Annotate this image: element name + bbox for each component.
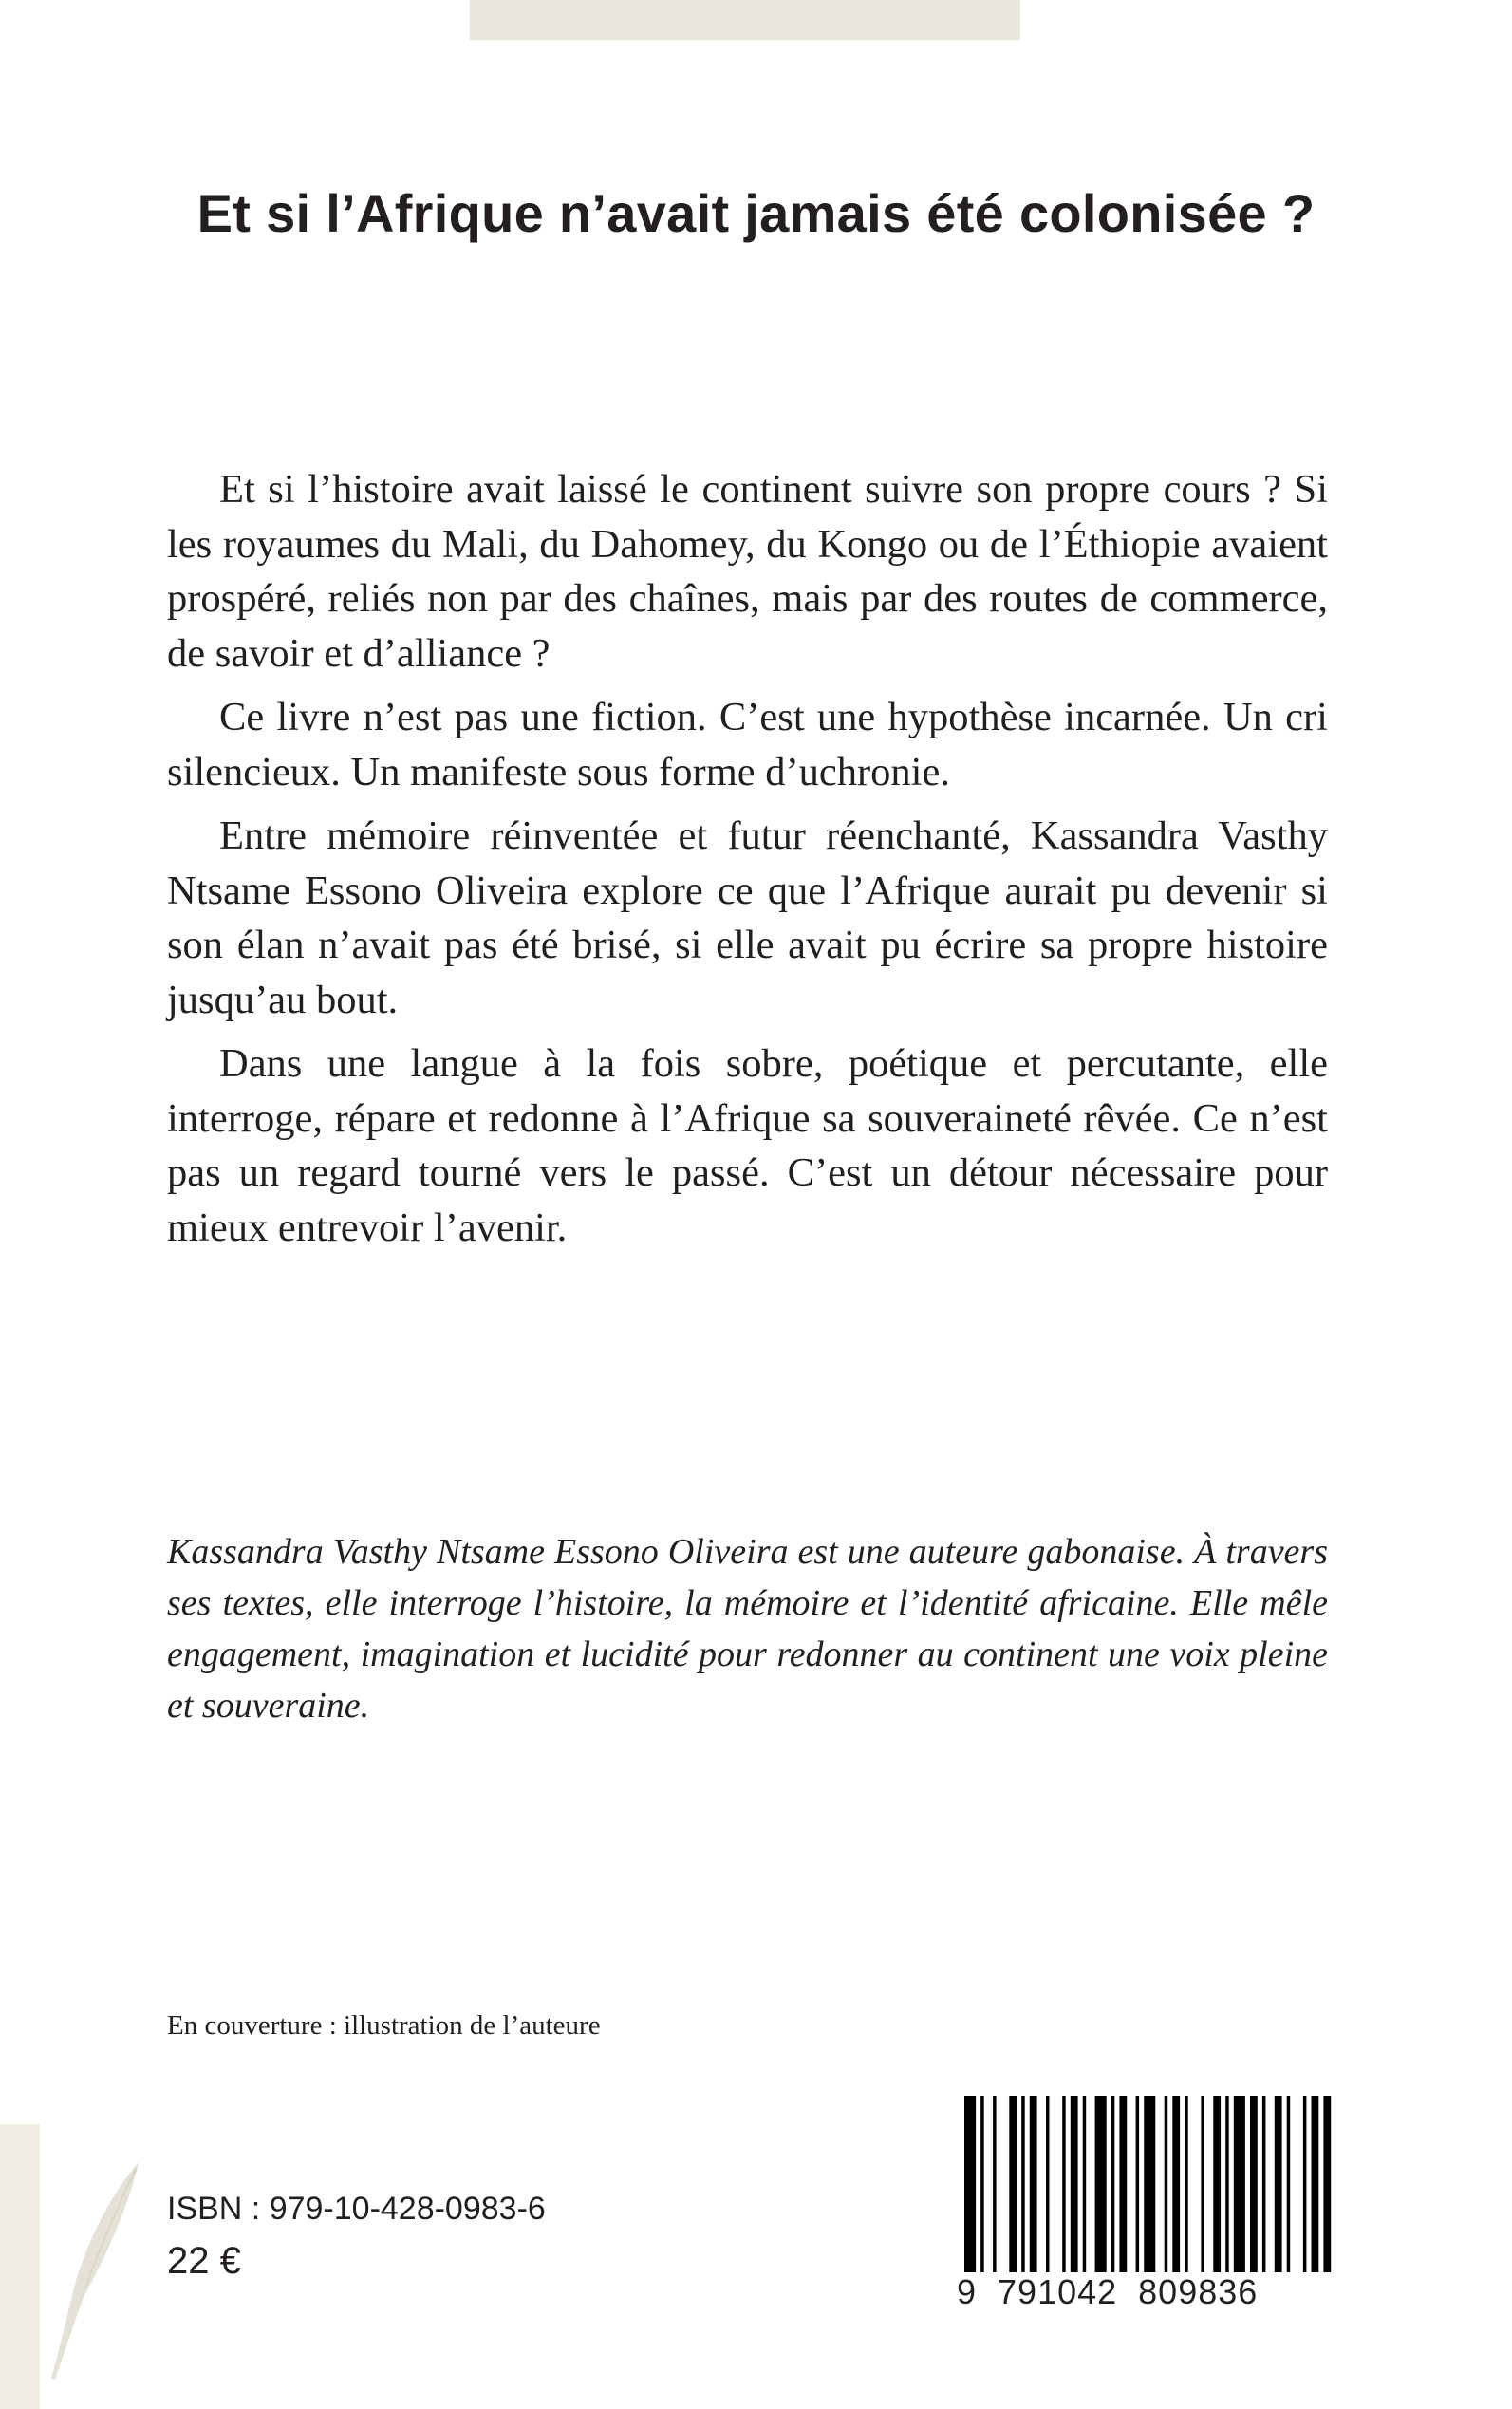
barcode-bar — [1201, 2096, 1204, 2286]
barcode-bar — [1071, 2096, 1078, 2286]
barcode-bar — [1119, 2096, 1127, 2286]
book-title: Et si l’Afrique n’avait jamais été colonisée ? — [196, 183, 1316, 243]
barcode-bar — [1062, 2096, 1066, 2286]
side-color-band — [0, 2124, 40, 2409]
barcode-bar — [1009, 2096, 1017, 2286]
barcode-bar — [1303, 2096, 1307, 2286]
barcode-bar — [1021, 2096, 1025, 2286]
isbn: ISBN : 979-10-428-0983-6 — [167, 2191, 546, 2227]
barcode-bar — [1287, 2096, 1291, 2286]
blurb-paragraph: Et si l’histoire avait laissé le continent suivre son propre cours ? Si les royaumes du Mali, du Dahomey, du Kongo ou de l’Éthiopie avaient prospéré, reliés non par des chaînes, mais par des routes de commerce, de savoir et d’alliance ? — [167, 467, 1328, 676]
price: 22 € — [167, 2240, 241, 2282]
barcode-bar — [1083, 2096, 1087, 2286]
barcode-bar — [993, 2096, 997, 2286]
barcode-bar — [1030, 2096, 1037, 2286]
book-blurb — [167, 462, 1328, 1264]
cover-credit: En couverture : illustration de l’auteure — [167, 2010, 601, 2041]
barcode-bar — [1046, 2096, 1050, 2286]
blurb-paragraph: Dans une langue à la fois sobre, poétique et percutante, elle interroge, répare et redonne à l’Afrique sa souveraineté rêvée. Ce n’est pas un regard tourné vers le passé. C’est un détour nécessaire pour mieux entrevoir l’avenir. — [167, 1041, 1328, 1250]
barcode-bar — [1172, 2096, 1180, 2286]
feather-icon — [46, 2155, 150, 2382]
barcode-bar — [964, 2096, 976, 2286]
blurb-paragraph: Entre mémoire réinventée et futur réenchanté, Kassandra Vasthy Ntsame Essono Oliveira explore ce que l’Afrique aurait pu devenir si son élan n’avait pas été brisé, si elle avait pu écrire sa propre histoire jusqu’au bout. — [167, 813, 1328, 1022]
barcode-bar — [1213, 2096, 1221, 2286]
barcode-bar — [1275, 2096, 1282, 2286]
barcode-digits: 9 791042 809836 — [957, 2272, 1335, 2312]
barcode-bar — [1250, 2096, 1258, 2286]
blurb-paragraph: Ce livre n’est pas une fiction. C’est une hypothèse incarnée. Un cri silencieux. Un manifeste sous forme d’uchronie. — [167, 695, 1328, 794]
barcode-bar — [1165, 2096, 1168, 2286]
barcode-bar — [1312, 2096, 1319, 2286]
author-bio: Kassandra Vasthy Ntsame Essono Oliveira est une auteure gabonaise. À travers ses textes, elle interroge l’histoire, la mémoire et l’identité africaine. Elle mêle engagement, imagination et lucidité pour redonner au continent une voix pleine et souveraine. — [167, 1532, 1328, 1726]
barcode-bars — [957, 2096, 1335, 2286]
top-color-band — [470, 0, 1020, 40]
barcode-bar — [1225, 2096, 1229, 2286]
barcode-bar — [1323, 2096, 1331, 2286]
barcode-bar — [1185, 2096, 1188, 2286]
barcode-bar — [1095, 2096, 1107, 2286]
barcode-bar — [980, 2096, 984, 2286]
barcode-bar — [1136, 2096, 1140, 2286]
barcode — [957, 2096, 1335, 2327]
barcode-bar — [1144, 2096, 1155, 2286]
barcode-bar — [1111, 2096, 1115, 2286]
barcode-bar — [1234, 2096, 1245, 2286]
barcode-bar — [1262, 2096, 1266, 2286]
